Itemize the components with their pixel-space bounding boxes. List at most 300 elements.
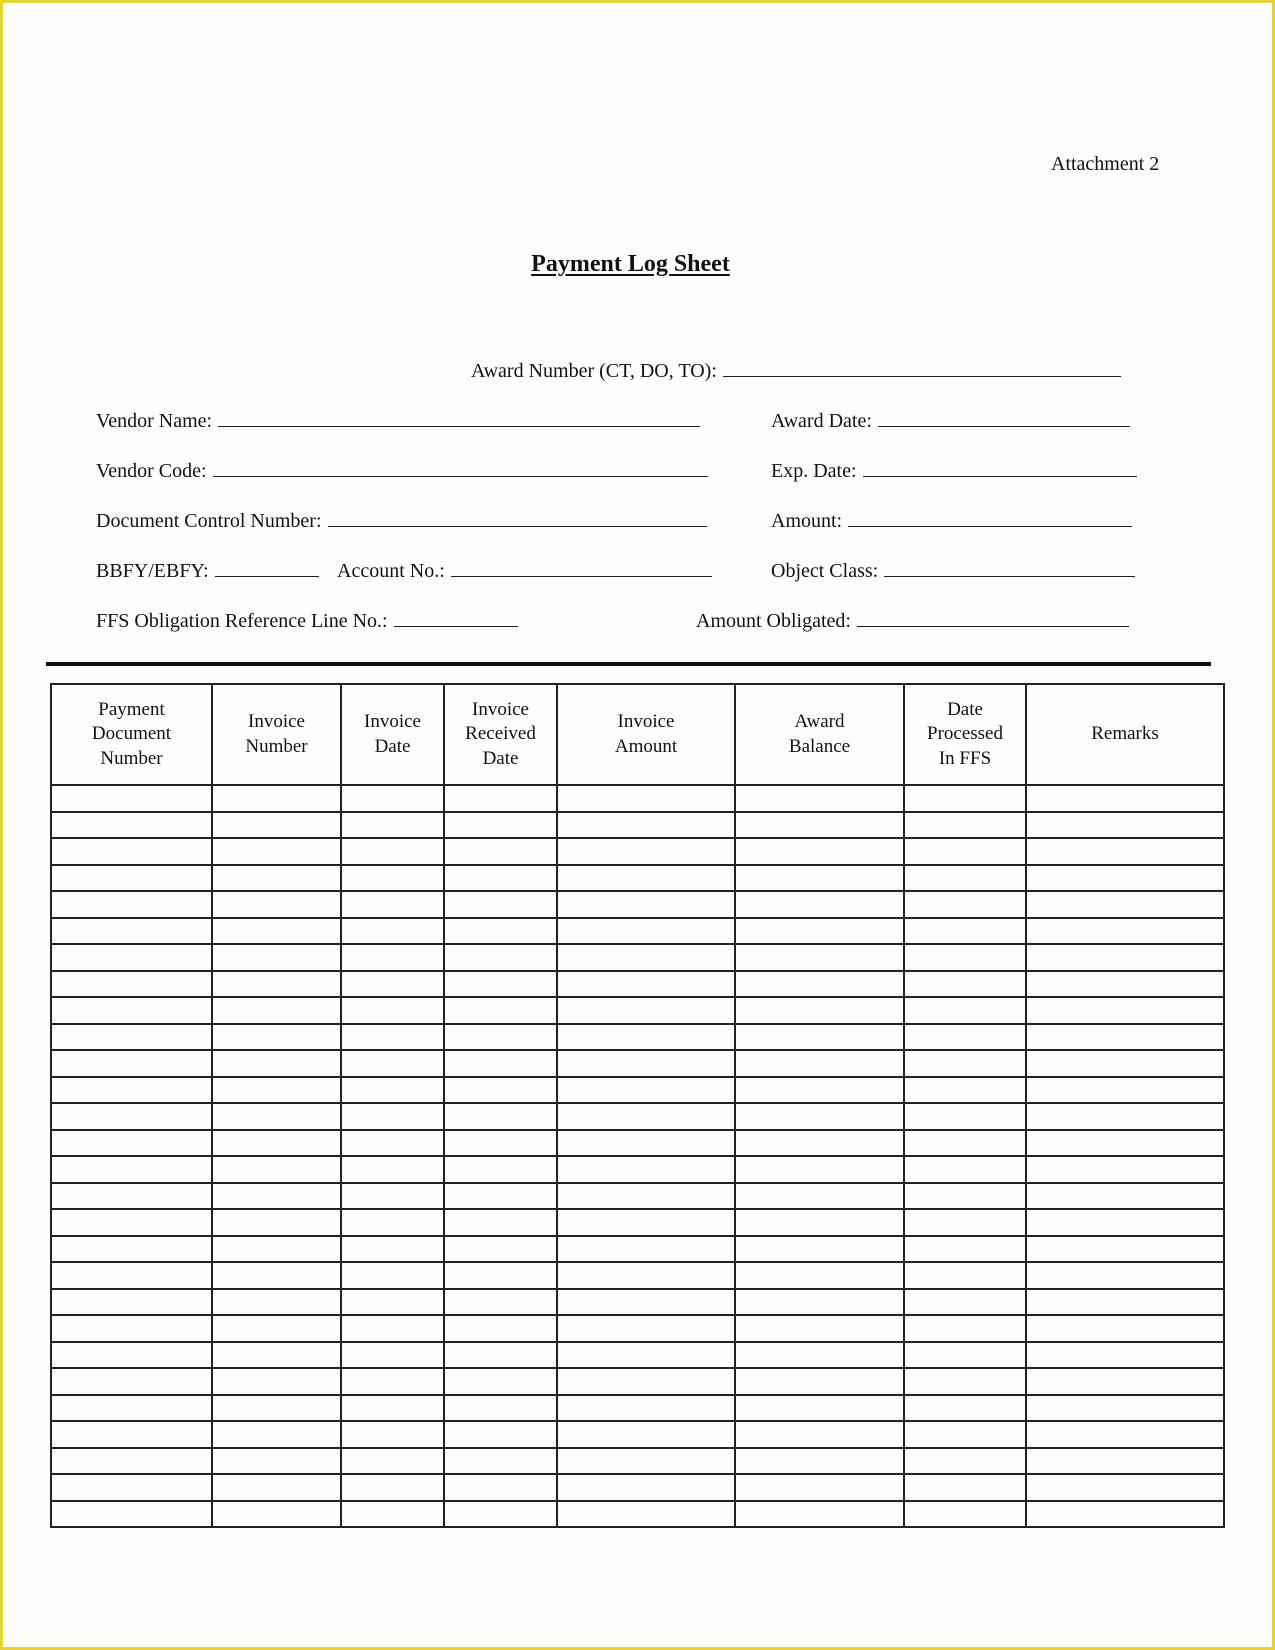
table-cell[interactable] <box>212 1395 341 1422</box>
table-cell[interactable] <box>444 1315 557 1342</box>
table-cell[interactable] <box>1026 1289 1224 1316</box>
account-no-line[interactable] <box>451 559 712 577</box>
table-cell[interactable] <box>444 1474 557 1501</box>
table-cell[interactable] <box>444 1050 557 1077</box>
exp-date-field[interactable] <box>771 459 1137 483</box>
table-cell[interactable] <box>904 997 1026 1024</box>
table-cell[interactable] <box>444 1236 557 1263</box>
table-row <box>51 944 1224 971</box>
table-cell[interactable] <box>212 865 341 892</box>
table-cell[interactable] <box>212 1474 341 1501</box>
table-row <box>51 1103 1224 1130</box>
table-cell[interactable] <box>1026 1342 1224 1369</box>
table-cell[interactable] <box>444 1103 557 1130</box>
table-cell[interactable] <box>1026 1368 1224 1395</box>
table-cell[interactable] <box>212 1024 341 1051</box>
table-cell[interactable] <box>557 1156 735 1183</box>
table-cell[interactable] <box>51 785 212 812</box>
table-cell[interactable] <box>904 1315 1026 1342</box>
table-cell[interactable] <box>1026 1448 1224 1475</box>
bbfy-ebfy-field[interactable] <box>96 559 319 583</box>
table-cell[interactable] <box>341 838 444 865</box>
table-row <box>51 891 1224 918</box>
award-date-label: Award Date: <box>771 410 872 432</box>
table-cell[interactable] <box>1026 1130 1224 1157</box>
table-cell[interactable] <box>444 1421 557 1448</box>
table-cell[interactable] <box>212 1421 341 1448</box>
table-cell[interactable] <box>1026 1262 1224 1289</box>
table-row <box>51 1050 1224 1077</box>
table-cell[interactable] <box>212 1289 341 1316</box>
table-cell[interactable] <box>51 1103 212 1130</box>
vendor-code-field[interactable] <box>96 459 708 483</box>
table-cell[interactable] <box>557 1130 735 1157</box>
table-cell[interactable] <box>904 1236 1026 1263</box>
page-title: Payment Log Sheet <box>531 251 730 277</box>
table-cell[interactable] <box>735 918 904 945</box>
table-cell[interactable] <box>557 1448 735 1475</box>
table-row <box>51 838 1224 865</box>
award-date-line[interactable] <box>878 409 1130 427</box>
table-cell[interactable] <box>557 1474 735 1501</box>
table-cell[interactable] <box>444 1156 557 1183</box>
table-cell[interactable] <box>904 971 1026 998</box>
table-cell[interactable] <box>341 891 444 918</box>
document-control-number-label: Document Control Number: <box>96 510 322 532</box>
table-cell[interactable] <box>51 1289 212 1316</box>
table-row <box>51 785 1224 812</box>
table-cell[interactable] <box>735 838 904 865</box>
table-cell[interactable] <box>444 1289 557 1316</box>
column-header-invoice-received-date: Invoice Received Date <box>444 684 557 785</box>
table-cell[interactable] <box>1026 785 1224 812</box>
amount-field[interactable] <box>771 509 1132 533</box>
table-cell[interactable] <box>341 944 444 971</box>
table-cell[interactable] <box>341 997 444 1024</box>
table-cell[interactable] <box>1026 891 1224 918</box>
table-row <box>51 865 1224 892</box>
table-cell[interactable] <box>904 1262 1026 1289</box>
table-cell[interactable] <box>735 1077 904 1104</box>
table-cell[interactable] <box>51 865 212 892</box>
vendor-code-line[interactable] <box>213 459 708 477</box>
table-cell[interactable] <box>212 918 341 945</box>
table-cell[interactable] <box>212 1501 341 1528</box>
table-row <box>51 997 1224 1024</box>
attachment-label: Attachment 2 <box>1051 153 1160 175</box>
table-cell[interactable] <box>904 891 1026 918</box>
table-cell[interactable] <box>51 1077 212 1104</box>
table-cell[interactable] <box>51 1315 212 1342</box>
table-cell[interactable] <box>557 944 735 971</box>
table-cell[interactable] <box>557 1342 735 1369</box>
table-cell[interactable] <box>735 944 904 971</box>
table-cell[interactable] <box>341 1130 444 1157</box>
table-cell[interactable] <box>557 1395 735 1422</box>
table-cell[interactable] <box>904 1024 1026 1051</box>
table-cell[interactable] <box>735 1342 904 1369</box>
table-cell[interactable] <box>904 944 1026 971</box>
table-cell[interactable] <box>557 1103 735 1130</box>
table-cell[interactable] <box>51 1236 212 1263</box>
table-cell[interactable] <box>557 838 735 865</box>
document-control-number-field[interactable] <box>96 509 707 533</box>
table-cell[interactable] <box>1026 1183 1224 1210</box>
table-cell[interactable] <box>904 1342 1026 1369</box>
table-cell[interactable] <box>557 812 735 839</box>
table-cell[interactable] <box>444 1130 557 1157</box>
table-cell[interactable] <box>51 1024 212 1051</box>
ffs-obligation-label: FFS Obligation Reference Line No.: <box>96 610 388 632</box>
table-cell[interactable] <box>1026 918 1224 945</box>
table-cell[interactable] <box>341 812 444 839</box>
table-cell[interactable] <box>904 1395 1026 1422</box>
table-cell[interactable] <box>904 1501 1026 1528</box>
table-cell[interactable] <box>557 1421 735 1448</box>
table-cell[interactable] <box>1026 1315 1224 1342</box>
bbfy-ebfy-label: BBFY/EBFY: <box>96 560 209 582</box>
table-cell[interactable] <box>557 1315 735 1342</box>
table-cell[interactable] <box>557 1262 735 1289</box>
table-row <box>51 1077 1224 1104</box>
table-cell[interactable] <box>904 785 1026 812</box>
table-cell[interactable] <box>444 785 557 812</box>
table-cell[interactable] <box>212 1262 341 1289</box>
table-cell[interactable] <box>735 1156 904 1183</box>
table-cell[interactable] <box>341 1421 444 1448</box>
table-cell[interactable] <box>735 1209 904 1236</box>
table-cell[interactable] <box>212 1050 341 1077</box>
account-no-label: Account No.: <box>337 560 445 582</box>
table-cell[interactable] <box>904 1183 1026 1210</box>
table-cell[interactable] <box>341 1368 444 1395</box>
exp-date-label: Exp. Date: <box>771 460 857 482</box>
vendor-name-field[interactable] <box>96 409 700 433</box>
table-cell[interactable] <box>341 1156 444 1183</box>
table-cell[interactable] <box>341 1474 444 1501</box>
table-cell[interactable] <box>341 918 444 945</box>
table-cell[interactable] <box>735 1395 904 1422</box>
table-cell[interactable] <box>557 1050 735 1077</box>
table-cell[interactable] <box>735 785 904 812</box>
table-cell[interactable] <box>1026 812 1224 839</box>
table-cell[interactable] <box>51 1156 212 1183</box>
table-cell[interactable] <box>51 1050 212 1077</box>
table-cell[interactable] <box>444 1077 557 1104</box>
table-cell[interactable] <box>212 1342 341 1369</box>
vendor-name-label: Vendor Name: <box>96 410 213 432</box>
table-cell[interactable] <box>212 1236 341 1263</box>
table-cell[interactable] <box>735 1050 904 1077</box>
table-cell[interactable] <box>444 997 557 1024</box>
table-cell[interactable] <box>904 838 1026 865</box>
table-cell[interactable] <box>735 1183 904 1210</box>
amount-label: Amount: <box>771 510 843 532</box>
table-row <box>51 1368 1224 1395</box>
table-cell[interactable] <box>735 1315 904 1342</box>
ffs-obligation-line[interactable] <box>394 609 518 627</box>
table-cell[interactable] <box>341 1050 444 1077</box>
table-cell[interactable] <box>51 1130 212 1157</box>
table-cell[interactable] <box>444 1368 557 1395</box>
table-body <box>51 785 1224 1527</box>
table-cell[interactable] <box>1026 838 1224 865</box>
table-cell[interactable] <box>904 1421 1026 1448</box>
table-cell[interactable] <box>341 1209 444 1236</box>
table-cell[interactable] <box>341 1395 444 1422</box>
table-row <box>51 971 1224 998</box>
table-cell[interactable] <box>735 1289 904 1316</box>
amount-obligated-field[interactable] <box>696 609 1129 633</box>
table-cell[interactable] <box>904 1368 1026 1395</box>
table-cell[interactable] <box>735 1474 904 1501</box>
table-cell[interactable] <box>904 1130 1026 1157</box>
table-row <box>51 1448 1224 1475</box>
table-cell[interactable] <box>1026 997 1224 1024</box>
table-cell[interactable] <box>904 1050 1026 1077</box>
table-row <box>51 1501 1224 1528</box>
table-row <box>51 1156 1224 1183</box>
table-cell[interactable] <box>735 971 904 998</box>
table-row <box>51 1421 1224 1448</box>
column-header-award-balance: Award Balance <box>735 684 904 785</box>
table-cell[interactable] <box>904 1289 1026 1316</box>
table-row <box>51 1130 1224 1157</box>
table-cell[interactable] <box>735 1130 904 1157</box>
table-cell[interactable] <box>1026 1501 1224 1528</box>
table-cell[interactable] <box>51 1183 212 1210</box>
table-cell[interactable] <box>51 1209 212 1236</box>
table-row <box>51 1395 1224 1422</box>
section-divider <box>46 662 1211 666</box>
column-header-payment-document-number: Payment Document Number <box>51 684 212 785</box>
table-cell[interactable] <box>904 865 1026 892</box>
bbfy-ebfy-line[interactable] <box>215 559 319 577</box>
table-cell[interactable] <box>341 1289 444 1316</box>
table-cell[interactable] <box>341 971 444 998</box>
column-header-invoice-date: Invoice Date <box>341 684 444 785</box>
table-cell[interactable] <box>1026 1395 1224 1422</box>
table-cell[interactable] <box>735 865 904 892</box>
table-cell[interactable] <box>444 1501 557 1528</box>
table-cell[interactable] <box>1026 1474 1224 1501</box>
column-header-invoice-number: Invoice Number <box>212 684 341 785</box>
table-cell[interactable] <box>1026 1421 1224 1448</box>
table-cell[interactable] <box>341 1183 444 1210</box>
table-cell[interactable] <box>341 1315 444 1342</box>
table-cell[interactable] <box>51 918 212 945</box>
table-cell[interactable] <box>444 944 557 971</box>
table-cell[interactable] <box>444 838 557 865</box>
award-date-field[interactable] <box>771 409 1130 433</box>
table-row <box>51 812 1224 839</box>
object-class-label: Object Class: <box>771 560 879 582</box>
table-cell[interactable] <box>735 1448 904 1475</box>
table-cell[interactable] <box>341 1236 444 1263</box>
table-cell[interactable] <box>212 944 341 971</box>
table-cell[interactable] <box>557 1077 735 1104</box>
table-cell[interactable] <box>904 1448 1026 1475</box>
table-row <box>51 1024 1224 1051</box>
table-cell[interactable] <box>212 997 341 1024</box>
table-cell[interactable] <box>212 891 341 918</box>
table-cell[interactable] <box>212 1368 341 1395</box>
account-no-field[interactable] <box>337 559 712 583</box>
table-row <box>51 1183 1224 1210</box>
table-cell[interactable] <box>212 1448 341 1475</box>
amount-line[interactable] <box>848 509 1132 527</box>
table-cell[interactable] <box>51 891 212 918</box>
table-cell[interactable] <box>444 1448 557 1475</box>
table-cell[interactable] <box>557 865 735 892</box>
table-cell[interactable] <box>557 891 735 918</box>
table-row <box>51 918 1224 945</box>
table-cell[interactable] <box>212 1077 341 1104</box>
table-cell[interactable] <box>341 1501 444 1528</box>
amount-obligated-label: Amount Obligated: <box>696 610 851 632</box>
table-cell[interactable] <box>444 812 557 839</box>
table-cell[interactable] <box>51 812 212 839</box>
table-row <box>51 1342 1224 1369</box>
table-cell[interactable] <box>557 785 735 812</box>
table-cell[interactable] <box>51 1421 212 1448</box>
table-row <box>51 1474 1224 1501</box>
table-cell[interactable] <box>212 785 341 812</box>
ffs-obligation-field[interactable] <box>96 609 518 633</box>
table-cell[interactable] <box>735 1501 904 1528</box>
table-cell[interactable] <box>735 1236 904 1263</box>
table-cell[interactable] <box>557 1289 735 1316</box>
table-cell[interactable] <box>1026 971 1224 998</box>
table-cell[interactable] <box>51 944 212 971</box>
exp-date-line[interactable] <box>863 459 1137 477</box>
table-cell[interactable] <box>51 997 212 1024</box>
table-row <box>51 1236 1224 1263</box>
table-cell[interactable] <box>904 1209 1026 1236</box>
table-cell[interactable] <box>444 1209 557 1236</box>
table-cell[interactable] <box>212 1130 341 1157</box>
object-class-field[interactable] <box>771 559 1135 583</box>
table-cell[interactable] <box>212 1315 341 1342</box>
table-cell[interactable] <box>904 1103 1026 1130</box>
table-cell[interactable] <box>212 971 341 998</box>
table-cell[interactable] <box>444 891 557 918</box>
table-cell[interactable] <box>51 1342 212 1369</box>
table-cell[interactable] <box>735 1024 904 1051</box>
table-cell[interactable] <box>51 1501 212 1528</box>
table-cell[interactable] <box>51 838 212 865</box>
table-cell[interactable] <box>51 1368 212 1395</box>
table-cell[interactable] <box>1026 1077 1224 1104</box>
table-cell[interactable] <box>341 1342 444 1369</box>
table-row <box>51 1315 1224 1342</box>
table-cell[interactable] <box>735 997 904 1024</box>
table-cell[interactable] <box>557 1209 735 1236</box>
table-cell[interactable] <box>735 1262 904 1289</box>
table-cell[interactable] <box>212 812 341 839</box>
document-control-number-line[interactable] <box>328 509 707 527</box>
table-cell[interactable] <box>557 997 735 1024</box>
table-cell[interactable] <box>51 1474 212 1501</box>
table-cell[interactable] <box>444 1342 557 1369</box>
table-cell[interactable] <box>341 1077 444 1104</box>
table-cell[interactable] <box>1026 1024 1224 1051</box>
table-cell[interactable] <box>341 1262 444 1289</box>
column-header-date-processed-in-ffs: Date Processed In FFS <box>904 684 1026 785</box>
table-cell[interactable] <box>1026 1156 1224 1183</box>
award-number-field[interactable] <box>471 359 1121 383</box>
table-cell[interactable] <box>557 918 735 945</box>
column-header-remarks: Remarks <box>1026 684 1224 785</box>
amount-obligated-line[interactable] <box>857 609 1129 627</box>
table-cell[interactable] <box>557 971 735 998</box>
table-cell[interactable] <box>557 1501 735 1528</box>
table-cell[interactable] <box>212 838 341 865</box>
table-cell[interactable] <box>212 1183 341 1210</box>
award-number-line[interactable] <box>723 359 1121 377</box>
table-cell[interactable] <box>904 1156 1026 1183</box>
table-cell[interactable] <box>557 1236 735 1263</box>
table-cell[interactable] <box>1026 1103 1224 1130</box>
table-cell[interactable] <box>1026 1050 1224 1077</box>
table-cell[interactable] <box>341 1448 444 1475</box>
table-cell[interactable] <box>51 971 212 998</box>
table-cell[interactable] <box>1026 1236 1224 1263</box>
column-header-invoice-amount: Invoice Amount <box>557 684 735 785</box>
table-cell[interactable] <box>341 785 444 812</box>
table-cell[interactable] <box>444 1262 557 1289</box>
table-cell[interactable] <box>735 812 904 839</box>
table-cell[interactable] <box>444 971 557 998</box>
table-cell[interactable] <box>735 1103 904 1130</box>
table-header-row <box>51 684 1224 785</box>
table-cell[interactable] <box>1026 865 1224 892</box>
payment-log-table <box>50 683 1225 1528</box>
table-cell[interactable] <box>904 812 1026 839</box>
table-cell[interactable] <box>444 1183 557 1210</box>
table-cell[interactable] <box>735 1368 904 1395</box>
table-cell[interactable] <box>1026 944 1224 971</box>
table-cell[interactable] <box>1026 1209 1224 1236</box>
table-cell[interactable] <box>51 1262 212 1289</box>
table-cell[interactable] <box>51 1395 212 1422</box>
table-cell[interactable] <box>904 1077 1026 1104</box>
table-cell[interactable] <box>444 1395 557 1422</box>
table-cell[interactable] <box>904 1474 1026 1501</box>
table-cell[interactable] <box>557 1368 735 1395</box>
table-cell[interactable] <box>341 1103 444 1130</box>
vendor-name-line[interactable] <box>218 409 700 427</box>
table-cell[interactable] <box>735 1421 904 1448</box>
table-cell[interactable] <box>212 1156 341 1183</box>
table-cell[interactable] <box>444 865 557 892</box>
vendor-code-label: Vendor Code: <box>96 460 207 482</box>
table-cell[interactable] <box>212 1209 341 1236</box>
table-cell[interactable] <box>444 918 557 945</box>
table-row <box>51 1289 1224 1316</box>
object-class-line[interactable] <box>884 559 1135 577</box>
table-cell[interactable] <box>341 865 444 892</box>
table-row <box>51 1209 1224 1236</box>
table-cell[interactable] <box>444 1024 557 1051</box>
table-cell[interactable] <box>904 918 1026 945</box>
table-cell[interactable] <box>557 1024 735 1051</box>
table-cell[interactable] <box>51 1448 212 1475</box>
table-cell[interactable] <box>341 1024 444 1051</box>
table-cell[interactable] <box>735 891 904 918</box>
table-cell[interactable] <box>212 1103 341 1130</box>
table-cell[interactable] <box>557 1183 735 1210</box>
